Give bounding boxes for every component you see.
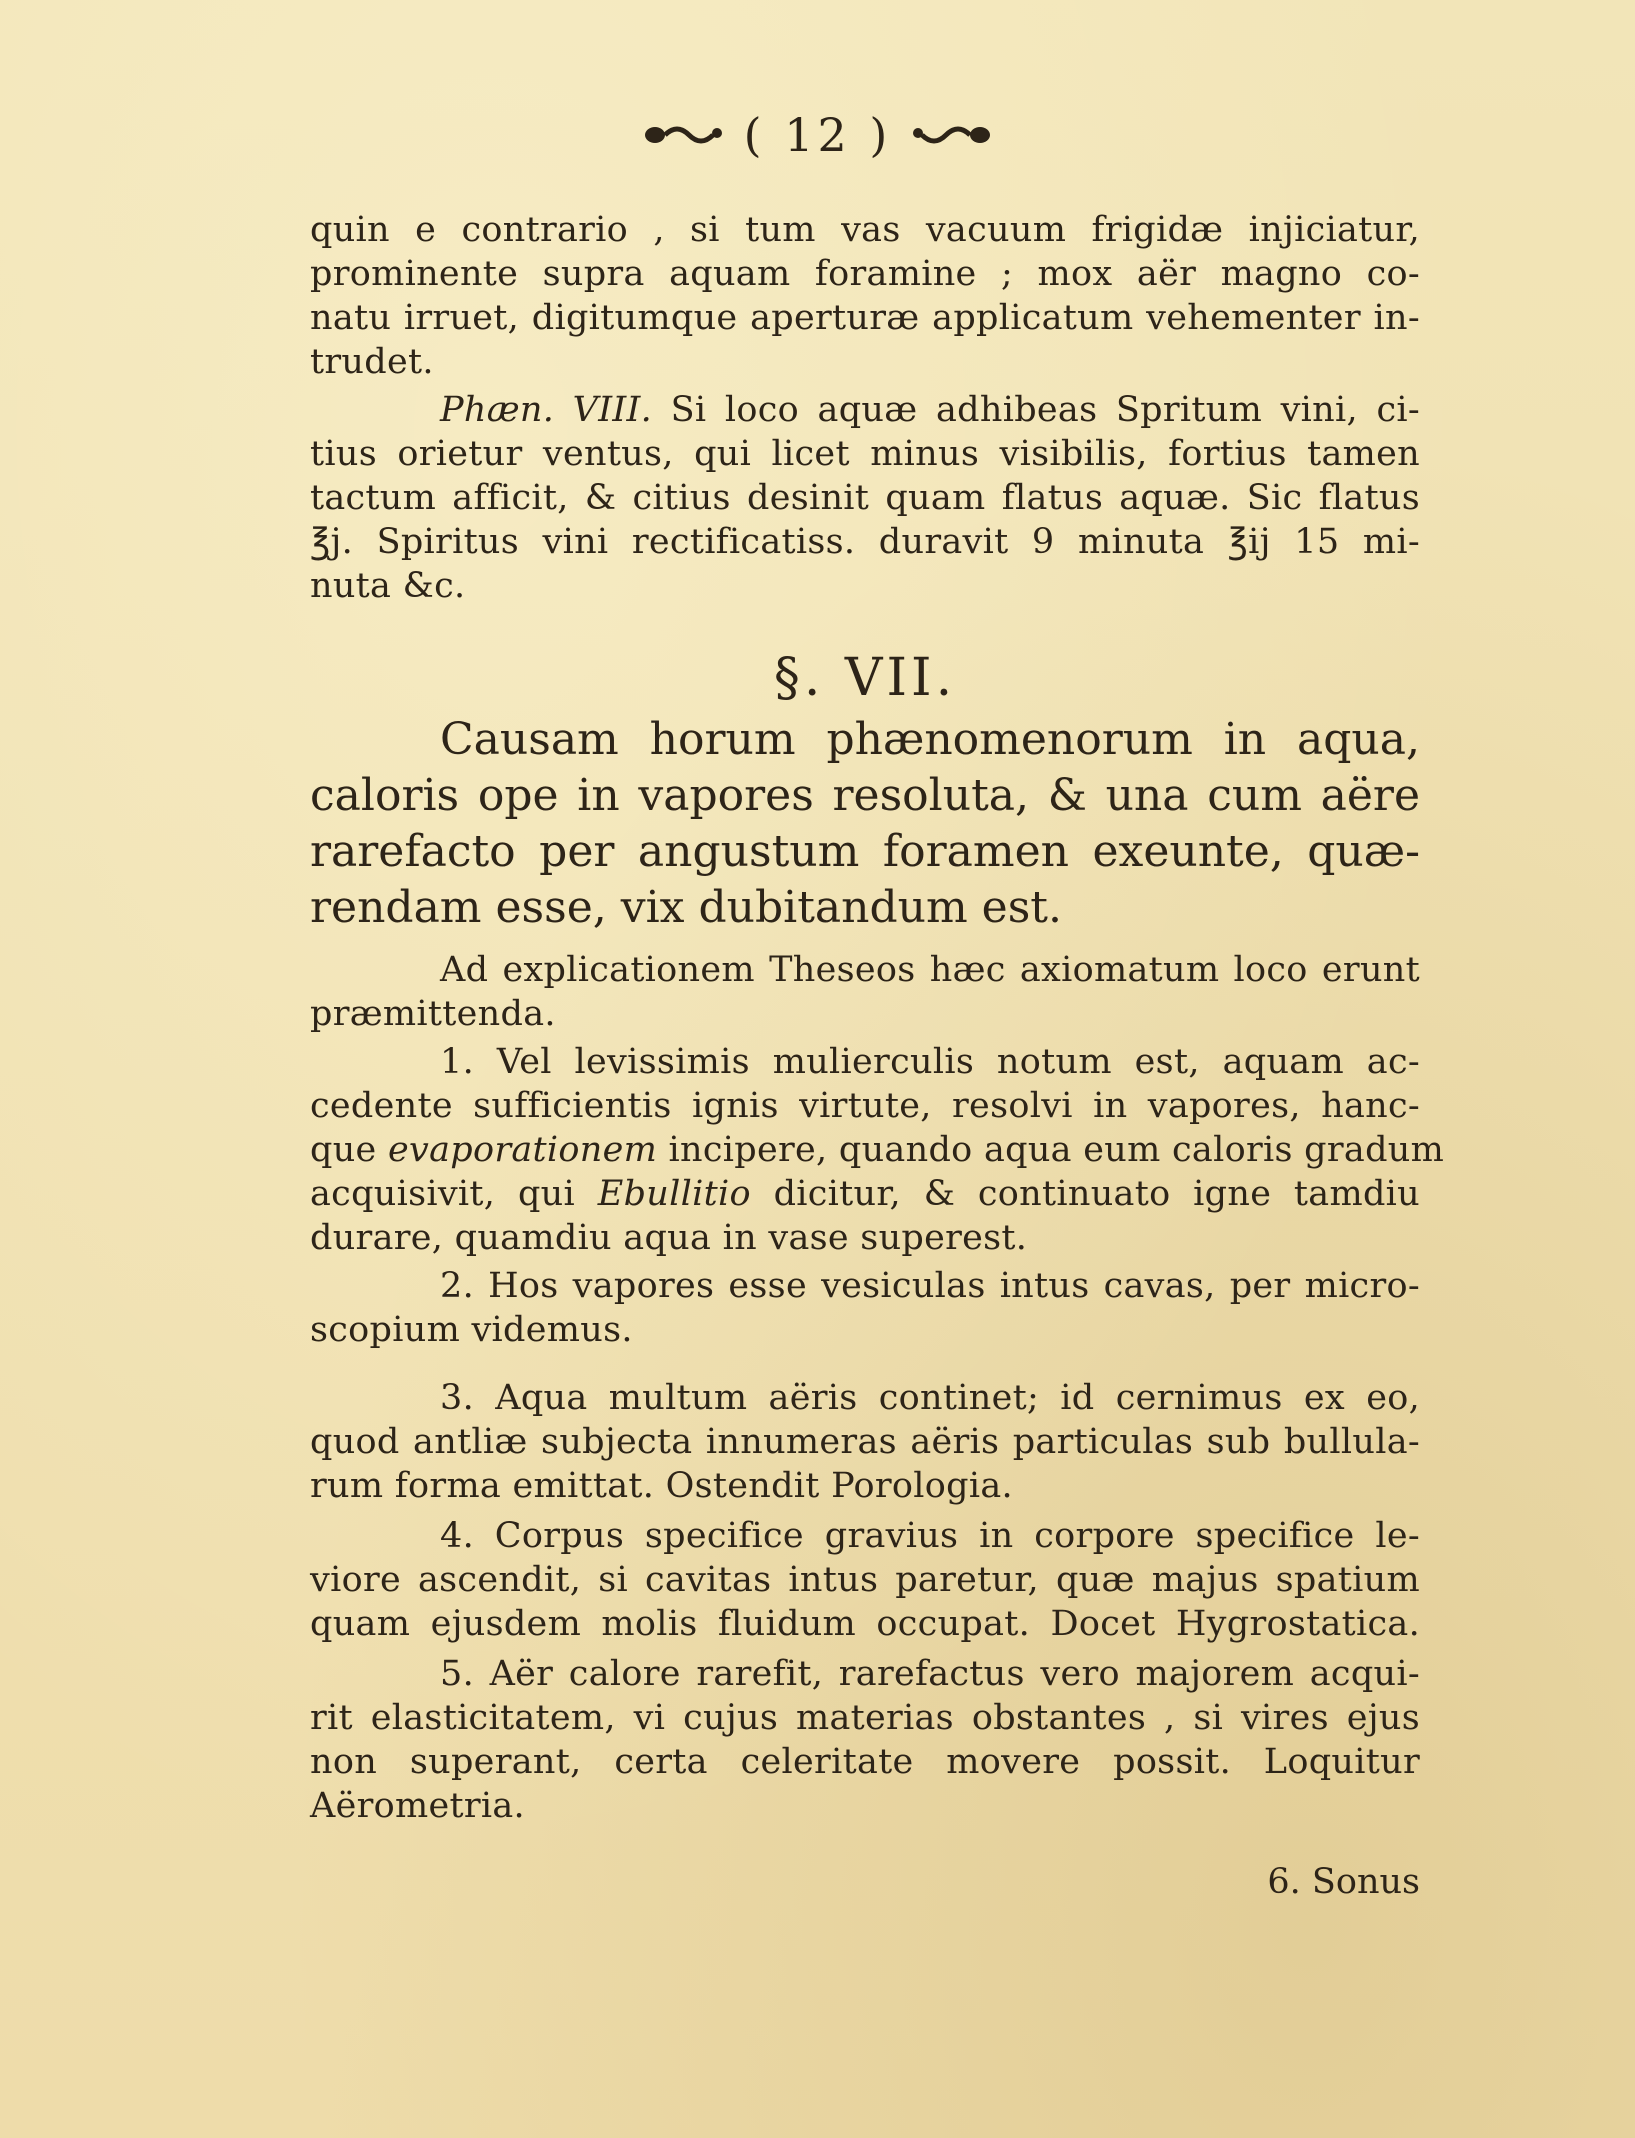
axiom-2-line: scopium videmus. bbox=[310, 1310, 633, 1350]
axiom-3-line: quod antliæ subjecta innumeras aëris particulas sub bullula- bbox=[310, 1422, 1420, 1462]
text-line: præmittenda. bbox=[310, 994, 556, 1034]
axiom-5-line: 5. Aër calore rarefit, rarefactus vero majorem acqui- bbox=[440, 1654, 1420, 1694]
thesis-line: rarefacto per angustum foramen exeunte, quæ- bbox=[310, 826, 1420, 877]
axiom-4-line: viore ascendit, si cavitas intus paretur, quæ majus spatium bbox=[310, 1560, 1420, 1600]
axiom-3-line: rum forma emittat. Ostendit Porologia. bbox=[310, 1466, 1013, 1506]
term-ebullitio: Ebullitio bbox=[597, 1174, 751, 1214]
axiom-1-line: cedente sufficientis ignis virtute, resolvi in vapores, hanc- bbox=[310, 1086, 1420, 1126]
text-line: prominente supra aquam foramine ; mox aër magno co- bbox=[310, 254, 1420, 294]
text-line: quin e contrario , si tum vas vacuum frigidæ injiciatur, bbox=[310, 210, 1420, 250]
axiom-2-line: 2. Hos vapores esse vesiculas intus cavas, per micro- bbox=[440, 1266, 1420, 1306]
axiom-1-line: 1. Vel levissimis mulierculis notum est, aquam ac- bbox=[440, 1042, 1420, 1082]
axiom-4-line: 4. Corpus specifice gravius in corpore specifice le- bbox=[440, 1516, 1420, 1556]
term-evaporationem: evaporationem bbox=[388, 1130, 658, 1170]
phaenomenon-viii-first-line: Phæn. VIII. Si loco aquæ adhibeas Spritum vini, ci- bbox=[440, 390, 1420, 430]
axiom-1-line: durare, quamdiu aqua in vase superest. bbox=[310, 1218, 1028, 1258]
axiom-5-line: Aërometria. bbox=[310, 1786, 525, 1826]
text-line: tius orietur ventus, qui licet minus visibilis, fortius tamen bbox=[310, 434, 1420, 474]
axiom-1-line: que evaporationem incipere, quando aqua eum caloris gradum bbox=[310, 1130, 1445, 1170]
phaenomenon-label: Phæn. VIII. bbox=[440, 390, 653, 430]
text-line: ℥j. Spiritus vini rectificatiss. duravit 9 minuta ℥ij 15 mi- bbox=[310, 522, 1420, 562]
axiom-1-line: acquisivit, qui Ebullitio dicitur, & continuato igne tamdiu bbox=[310, 1174, 1420, 1214]
section-heading: §. VII. bbox=[773, 648, 957, 708]
thesis-line: caloris ope in vapores resoluta, & una cum aëre bbox=[310, 770, 1420, 821]
text-line: trudet. bbox=[310, 342, 434, 382]
axiom-5-line: rit elasticitatem, vi cujus materias obstantes , si vires ejus bbox=[310, 1698, 1420, 1738]
text-line: nuta &c. bbox=[310, 566, 466, 606]
text-line: tactum afficit, & citius desinit quam flatus aquæ. Sic flatus bbox=[310, 478, 1420, 518]
text-line: natu irruet, digitumque aperturæ applicatum vehementer in- bbox=[310, 298, 1420, 338]
axiom-5-line: non superant, certa celeritate movere possit. Loquitur bbox=[310, 1742, 1420, 1782]
main-text bbox=[310, 0, 1445, 2138]
catchword: 6. Sonus bbox=[1267, 1862, 1420, 1902]
thesis-line: Causam horum phænomenorum in aqua, bbox=[440, 714, 1420, 765]
axiom-4-line: quam ejusdem molis fluidum occupat. Docet Hygrostatica. bbox=[310, 1604, 1420, 1644]
text-line: Ad explicationem Theseos hæc axiomatum loco erunt bbox=[440, 950, 1420, 990]
page-number: ( 12 ) bbox=[743, 108, 892, 162]
thesis-line: rendam esse, vix dubitandum est. bbox=[310, 882, 1062, 933]
axiom-3-line: 3. Aqua multum aëris continet; id cernimus ex eo, bbox=[440, 1378, 1420, 1418]
